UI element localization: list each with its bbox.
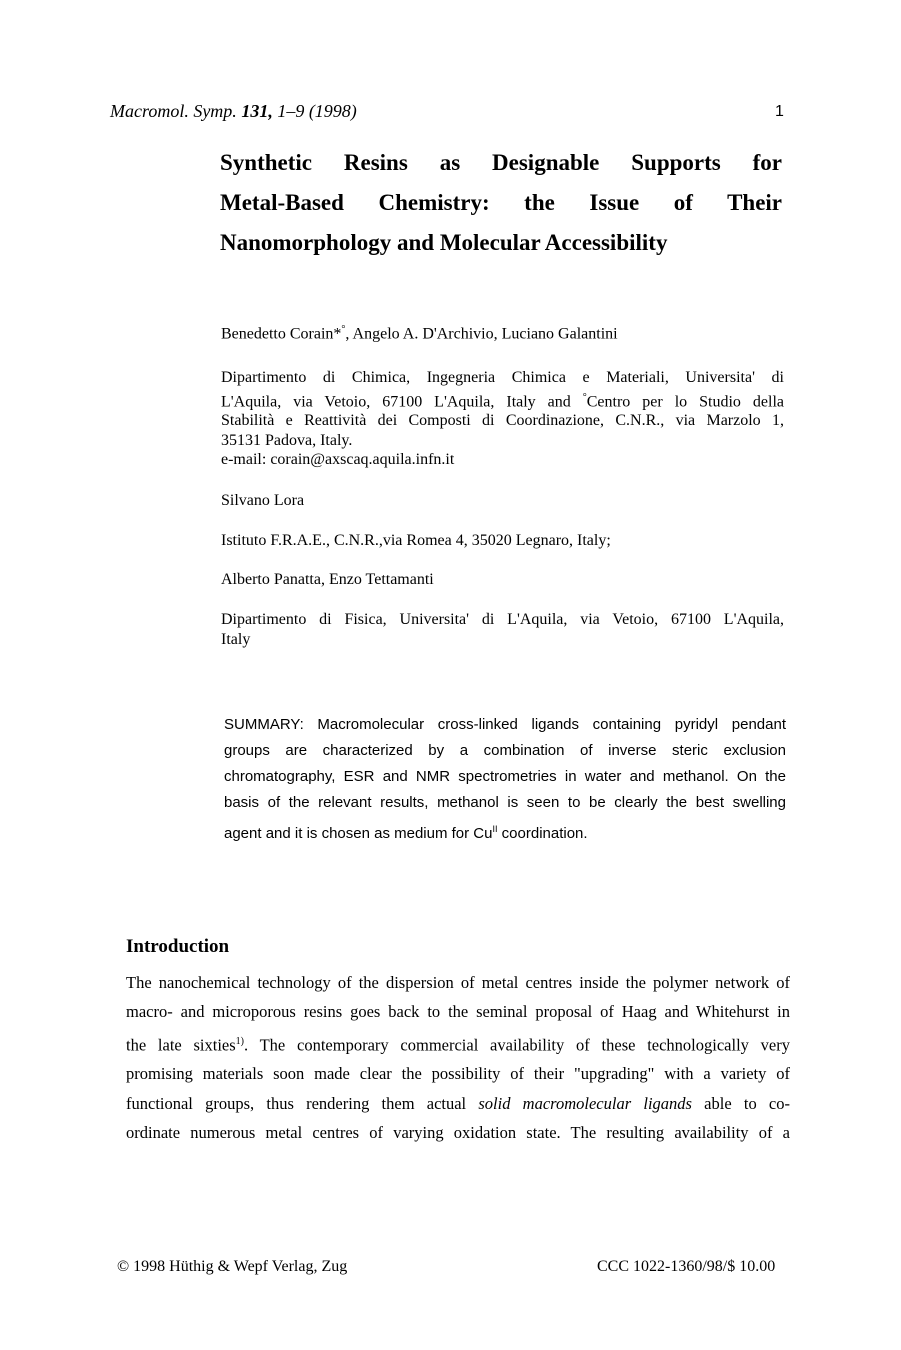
title-word: as — [439, 150, 461, 175]
journal-volume: 131, — [241, 101, 273, 121]
authors-line-3: Alberto Panatta, Enzo Tettamanti — [221, 571, 434, 588]
affiliation-footnote-mark: ° — [582, 391, 587, 403]
summary-line: basis of the relevant results, methanol is seen to be clearly the best swelling — [224, 794, 786, 811]
body-line: ordinate numerous metal centres of varying oxidation state. The resulting availability of a — [126, 1122, 790, 1142]
authors-line-1 — [221, 324, 618, 343]
body-line — [126, 1027, 790, 1060]
title-word: Issue — [589, 190, 640, 215]
affiliation-line: Italy — [221, 630, 251, 648]
title-word: Metal-Based — [220, 190, 344, 215]
body-line — [126, 1089, 790, 1118]
title-word: Chemistry: — [378, 190, 490, 215]
affiliation-line: Istituto F.R.A.E., C.N.R.,via Romea 4, 35020 Legnaro, Italy; — [221, 532, 611, 549]
affiliation-2 — [221, 531, 784, 551]
affiliation-line — [221, 388, 784, 412]
affiliation-text: L'Aquila, via Vetoio, 67100 L'Aquila, Italy and — [221, 392, 583, 410]
emphasized-term: solid macromolecular ligands — [478, 1093, 692, 1113]
body-text: functional groups, thus rendering them actual — [126, 1093, 479, 1113]
authors-line-2: Silvano Lora — [221, 492, 305, 509]
copyright-notice: © 1998 Hüthig & Wepf Verlag, Zug — [117, 1258, 348, 1275]
affiliation-line: Dipartimento di Fisica, Universita' di L'Aquila, via Vetoio, 67100 L'Aquila, — [221, 611, 784, 628]
body-line: macro- and microporous resins goes back to the seminal proposal of Haag and Whitehurst in — [126, 1002, 790, 1022]
body-text: the late sixties — [126, 1035, 236, 1055]
paper-title — [220, 143, 782, 263]
summary-text: coordination. — [497, 825, 588, 842]
author-name: Benedetto Corain* — [221, 325, 342, 343]
body-line: promising materials soon made clear the possibility of their "upgrading" with a variety of — [126, 1064, 790, 1084]
summary-abstract — [224, 712, 786, 847]
body-text: able to co- — [691, 1093, 790, 1113]
author-names: , Angelo A. D'Archivio, Luciano Galantini — [345, 325, 618, 343]
email-address: e-mail: corain@axscaq.aquila.infn.it — [221, 451, 455, 469]
title-line-1 — [220, 143, 782, 183]
summary-line: groups are characterized by a combination of inverse steric exclusion — [224, 742, 786, 759]
introduction-body — [126, 968, 790, 1147]
affiliation-line: 35131 Padova, Italy. — [221, 431, 353, 449]
title-word: Resins — [343, 150, 408, 175]
journal-pages-year: 1–9 (1998) — [277, 101, 357, 121]
summary-line — [224, 816, 786, 847]
title-word: Designable — [492, 150, 600, 175]
title-line-2 — [220, 183, 782, 223]
journal-name: Macromol. Symp. — [110, 101, 237, 121]
title-word: the — [524, 190, 555, 215]
section-heading-introduction: Introduction — [126, 936, 230, 957]
affiliation-line: Dipartimento di Chimica, Ingegneria Chimica e Materiali, Universita' di — [221, 369, 784, 386]
journal-citation — [110, 101, 357, 122]
reference-marker: 1) — [235, 1035, 245, 1047]
body-line: The nanochemical technology of the dispersion of metal centres inside the polymer network of — [126, 973, 790, 992]
title-line-3: Nanomorphology and Molecular Accessibility — [220, 230, 668, 255]
body-text: . The contemporary commercial availability of these technologically very — [244, 1035, 790, 1055]
oxidation-state-superscript: II — [492, 824, 498, 834]
title-word: Synthetic — [220, 150, 312, 175]
affiliation-1 — [221, 368, 784, 470]
author-footnote-mark: ° — [341, 324, 346, 335]
title-word: for — [752, 150, 783, 175]
affiliation-3 — [221, 610, 784, 649]
title-word: of — [673, 190, 693, 215]
summary-text: agent and it is chosen as medium for Cu — [224, 825, 493, 842]
ccc-code: CCC 1022-1360/98/$ 10.00 — [597, 1258, 776, 1275]
affiliation-text: Centro per lo Studio della — [586, 392, 784, 410]
affiliation-line: Stabilità e Reattività dei Composti di Coordinazione, C.N.R., via Marzolo 1, — [221, 412, 784, 430]
title-word: Their — [727, 190, 783, 215]
page-number: 1 — [775, 103, 784, 120]
summary-line: chromatography, ESR and NMR spectrometries in water and methanol. On the — [224, 768, 786, 785]
summary-line: SUMMARY: Macromolecular cross-linked ligands containing pyridyl pendant — [224, 716, 786, 733]
title-word: Supports — [631, 150, 721, 175]
